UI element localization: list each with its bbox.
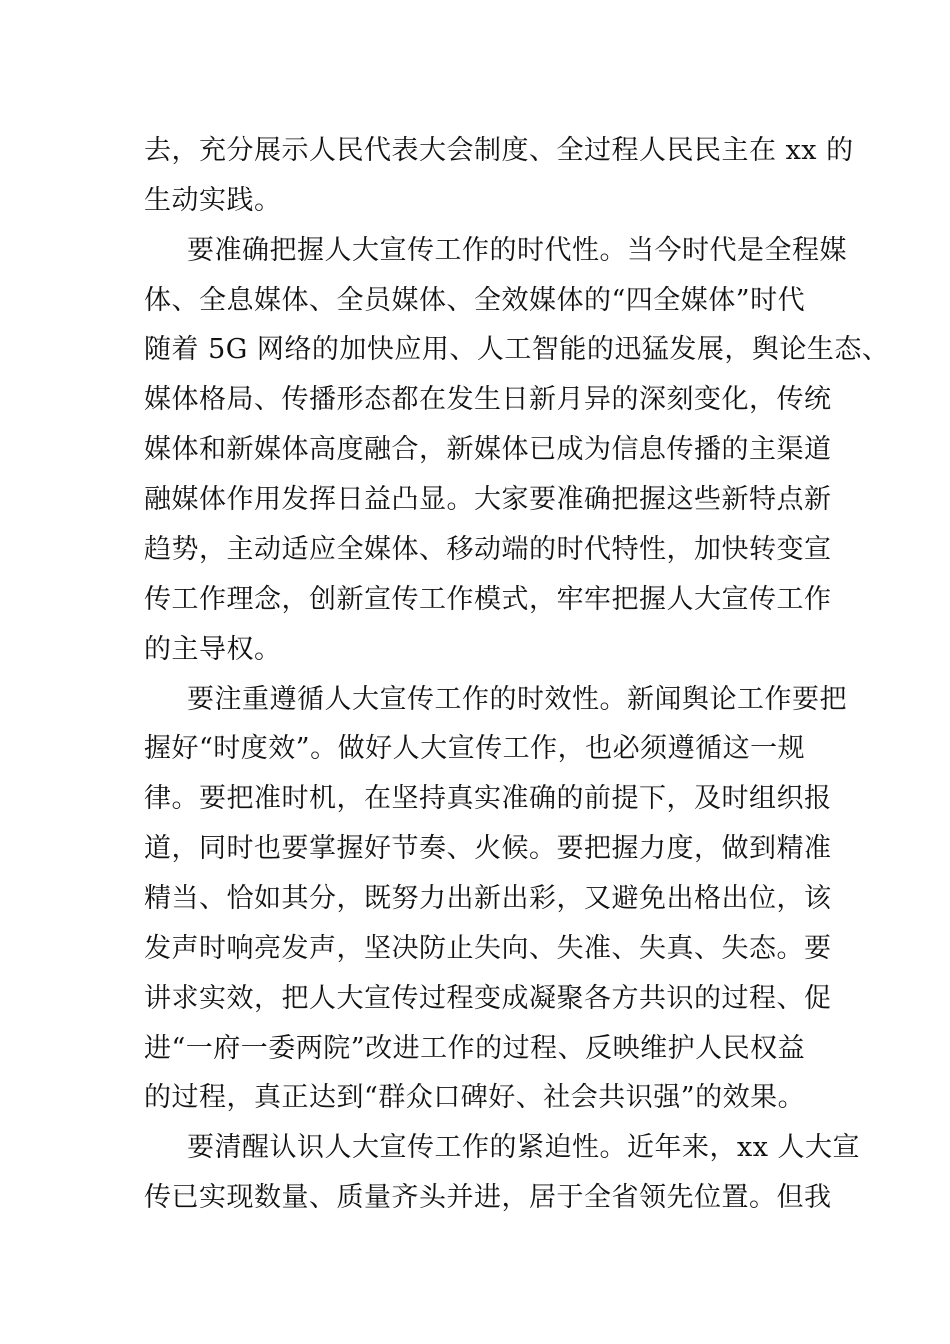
text-line: 讲求实效，把人大宣传过程变成凝聚各方共识的过程、促 [144,983,832,1014]
text-line: 精当、恰如其分，既努力出新出彩，又避免出格出位，该 [144,883,832,914]
text-line: 去，充分展示人民代表大会制度、全过程人民民主在 xx 的 [144,135,854,166]
text-line: 生动实践。 [144,185,282,216]
text-line: 的主导权。 [144,634,282,665]
text-line: 媒体和新媒体高度融合，新媒体已成为信息传播的主渠道 [144,434,832,465]
text-line: 体、全息媒体、全员媒体、全效媒体的“四全媒体”时代 [144,285,806,316]
text-line: 发声时响亮发声，坚决防止失向、失准、失真、失态。要 [144,933,832,964]
text-line: 握好“时度效”。做好人大宣传工作，也必须遵循这一规 [144,733,806,764]
text-line: 传工作理念，创新宣传工作模式，牢牢把握人大宣传工作 [144,584,832,615]
text-line: 进“一府一委两院”改进工作的过程、反映维护人民权益 [144,1033,806,1064]
text-line: 的过程，真正达到“群众口碑好、社会共识强”的效果。 [144,1082,806,1113]
text-line: 传已实现数量、质量齐头并进，居于全省领先位置。但我 [144,1182,832,1213]
text-line: 道，同时也要掌握好节奏、火候。要把握力度，做到精准 [144,833,832,864]
text-line: 融媒体作用发挥日益凸显。大家要准确把握这些新特点新 [144,484,832,515]
text-line: 媒体格局、传播形态都在发生日新月异的深刻变化，传统 [144,384,832,415]
text-line: 随着 5G 网络的加快应用、人工智能的迅猛发展，舆论生态、 [144,334,890,365]
text-line: 趋势，主动适应全媒体、移动端的时代特性，加快转变宣 [144,534,832,565]
paragraph-start-line: 要清醒认识人大宣传工作的紧迫性。近年来，xx 人大宣 [187,1132,861,1163]
text-line: 律。要把准时机，在坚持真实准确的前提下，及时组织报 [144,783,832,814]
paragraph-start-line: 要注重遵循人大宣传工作的时效性。新闻舆论工作要把 [187,684,847,715]
paragraph-start-line: 要准确把握人大宣传工作的时代性。当今时代是全程媒 [187,235,847,266]
